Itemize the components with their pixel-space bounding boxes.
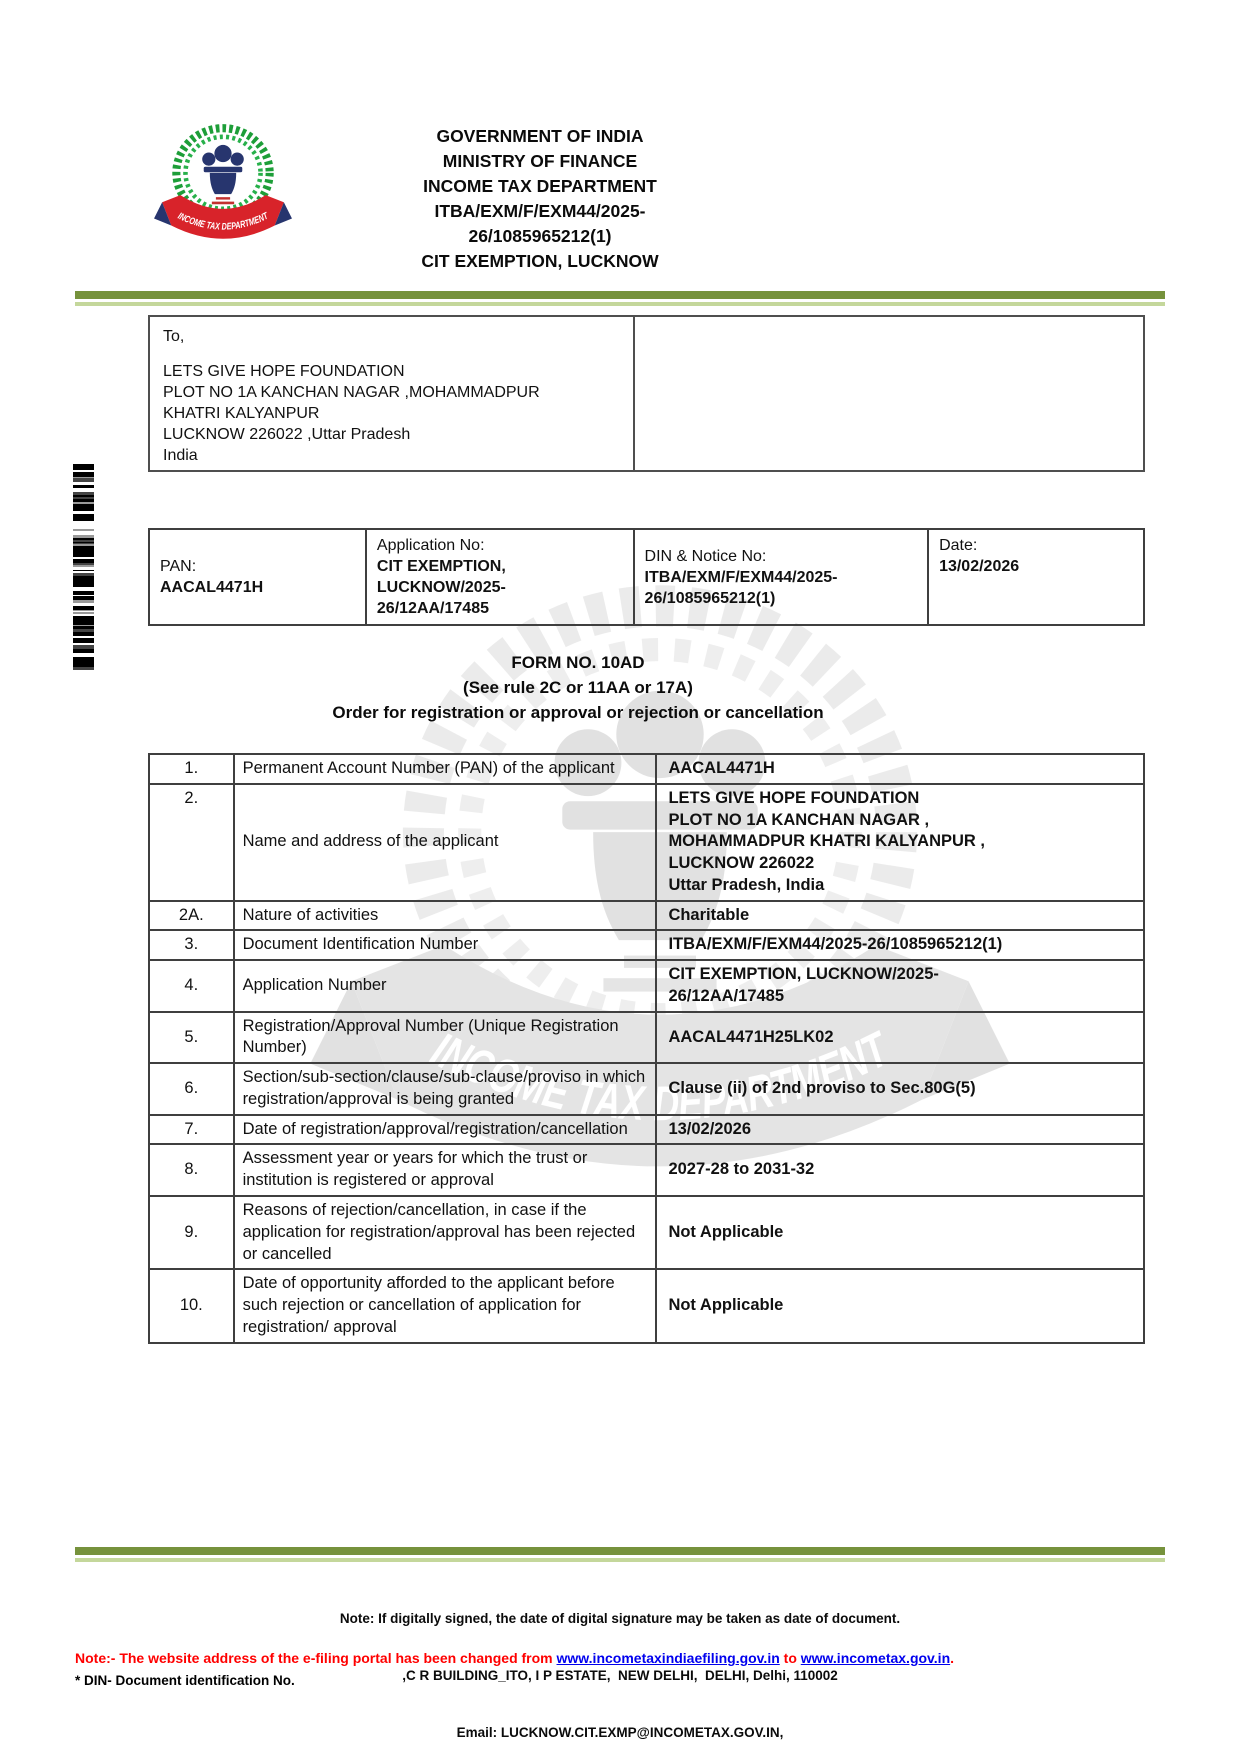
summary-table (148, 528, 1145, 626)
form-title-block (148, 650, 1008, 725)
date-cell (928, 529, 1144, 625)
website-note-middle: to (779, 1650, 801, 1666)
website-note-suffix: . (950, 1650, 955, 1666)
row-number: 9. (149, 1196, 234, 1269)
date-value: 13/02/2026 (939, 558, 1020, 575)
footer-digital-note: Note: If digitally signed, the date of digital signature may be taken as date of document. (339, 1611, 901, 1626)
row-label: Document Identification Number (234, 930, 657, 960)
website-change-note (75, 1650, 1175, 1666)
row-number: 6. (149, 1063, 234, 1115)
din-notice-cell (634, 529, 929, 625)
row-label: Nature of activities (234, 901, 657, 931)
row-value: AACAL4471H25LK02 (656, 1012, 1144, 1064)
row-number: 2A. (149, 901, 234, 931)
row-label: Date of registration/approval/registration/cancellation (234, 1115, 657, 1145)
row-number: 5. (149, 1012, 234, 1064)
row-number: 10. (149, 1269, 234, 1342)
letterhead-text: GOVERNMENT OF INDIA MINISTRY OF FINANCE INCOME TAX DEPARTMENT ITBA/EXM/F/EXM44/2025- 26/1085965212(1) CIT EXEMPTION, LUCKNOW (421, 126, 659, 271)
row-label: Assessment year or years for which the trust or institution is registered or approval (234, 1144, 657, 1196)
row-number: 7. (149, 1115, 234, 1145)
row-value: Clause (ii) of 2nd proviso to Sec.80G(5) (656, 1063, 1144, 1115)
date-label: Date: (939, 537, 978, 554)
row-label: Section/sub-section/clause/sub-clause/proviso in which registration/approval is being granted (234, 1063, 657, 1115)
row-number: 8. (149, 1144, 234, 1196)
row-value: Charitable (656, 901, 1144, 931)
table-row (149, 784, 1144, 901)
table-row (149, 1012, 1144, 1064)
row-number: 2. (149, 784, 234, 901)
recipient-address: LETS GIVE HOPE FOUNDATION PLOT NO 1A KANCHAN NAGAR ,MOHAMMADPUR KHATRI KALYANPUR LUCKNOW 226022 ,Uttar Pradesh India (163, 363, 540, 464)
table-row (149, 754, 1144, 784)
row-value: LETS GIVE HOPE FOUNDATION PLOT NO 1A KANCHAN NAGAR , MOHAMMADPUR KHATRI KALYANPUR , LUCKNOW 226022 Uttar Pradesh, India (656, 784, 1144, 901)
table-row (149, 1144, 1144, 1196)
row-value: 13/02/2026 (656, 1115, 1144, 1145)
bottom-separator (75, 1547, 1165, 1562)
recipient-empty-cell (635, 317, 1143, 470)
row-label: Application Number (234, 960, 657, 1012)
summary-row (149, 529, 1144, 625)
barcode-icon (73, 463, 94, 670)
recipient-address-cell (150, 317, 635, 470)
details-table (148, 753, 1145, 1344)
form-subtitle: (See rule 2C or 11AA or 17A) (463, 678, 693, 697)
row-label: Registration/Approval Number (Unique Registration Number) (234, 1012, 657, 1064)
table-row (149, 1196, 1144, 1269)
website-note-prefix: Note:- The website address of the e-filing portal has been changed from (75, 1650, 557, 1666)
table-row (149, 930, 1144, 960)
efiling-old-link[interactable]: www.incometaxindiaefiling.gov.in (556, 1650, 780, 1666)
application-no-cell (366, 529, 634, 625)
form-title: FORM NO. 10AD (511, 653, 645, 672)
application-no-label: Application No: (376, 537, 485, 554)
table-row (149, 1115, 1144, 1145)
row-value: 2027-28 to 2031-32 (656, 1144, 1144, 1196)
row-number: 1. (149, 754, 234, 784)
footer-office-address: ,C R BUILDING_ITO, I P ESTATE, NEW DELHI, DELHI, Delhi, 110002 (402, 1668, 838, 1683)
form-order-line: Order for registration or approval or rejection or cancellation (332, 703, 824, 722)
din-footnote: * DIN- Document identification No. (75, 1673, 295, 1688)
pan-cell (149, 529, 366, 625)
row-label: Date of opportunity afforded to the applicant before such rejection or cancellation of application for registration/ approval (234, 1269, 657, 1342)
din-notice-label: DIN & Notice No: (644, 547, 767, 565)
table-row (149, 960, 1144, 1012)
row-label: Name and address of the applicant (234, 784, 657, 901)
table-row (149, 1269, 1144, 1342)
recipient-box (148, 315, 1145, 472)
row-value: CIT EXEMPTION, LUCKNOW/2025- 26/12AA/17485 (656, 960, 1144, 1012)
row-value: ITBA/EXM/F/EXM44/2025-26/1085965212(1) (656, 930, 1144, 960)
row-value: Not Applicable (656, 1269, 1144, 1342)
row-value: Not Applicable (656, 1196, 1144, 1269)
recipient-salutation: To, (163, 328, 185, 345)
row-label: Permanent Account Number (PAN) of the applicant (234, 754, 657, 784)
table-row (149, 901, 1144, 931)
pan-label: PAN: (160, 558, 197, 575)
row-value: AACAL4471H (656, 754, 1144, 784)
pan-value: AACAL4471H (160, 579, 264, 596)
footer-email: Email: LUCKNOW.CIT.EXMP@INCOMETAX.GOV.IN, (456, 1725, 784, 1740)
row-number: 3. (149, 930, 234, 960)
din-notice-value: ITBA/EXM/F/EXM44/2025- 26/1085965212(1) (644, 568, 838, 607)
table-row (149, 1063, 1144, 1115)
row-label: Reasons of rejection/cancellation, in case if the application for registration/approval has been rejected or cancelled (234, 1196, 657, 1269)
efiling-new-link[interactable]: www.incometax.gov.in (800, 1650, 951, 1666)
application-no-value: CIT EXEMPTION, LUCKNOW/2025- 26/12AA/17485 (376, 558, 506, 617)
row-number: 4. (149, 960, 234, 1012)
footer-block (20, 1571, 1220, 1761)
top-separator (75, 291, 1165, 306)
